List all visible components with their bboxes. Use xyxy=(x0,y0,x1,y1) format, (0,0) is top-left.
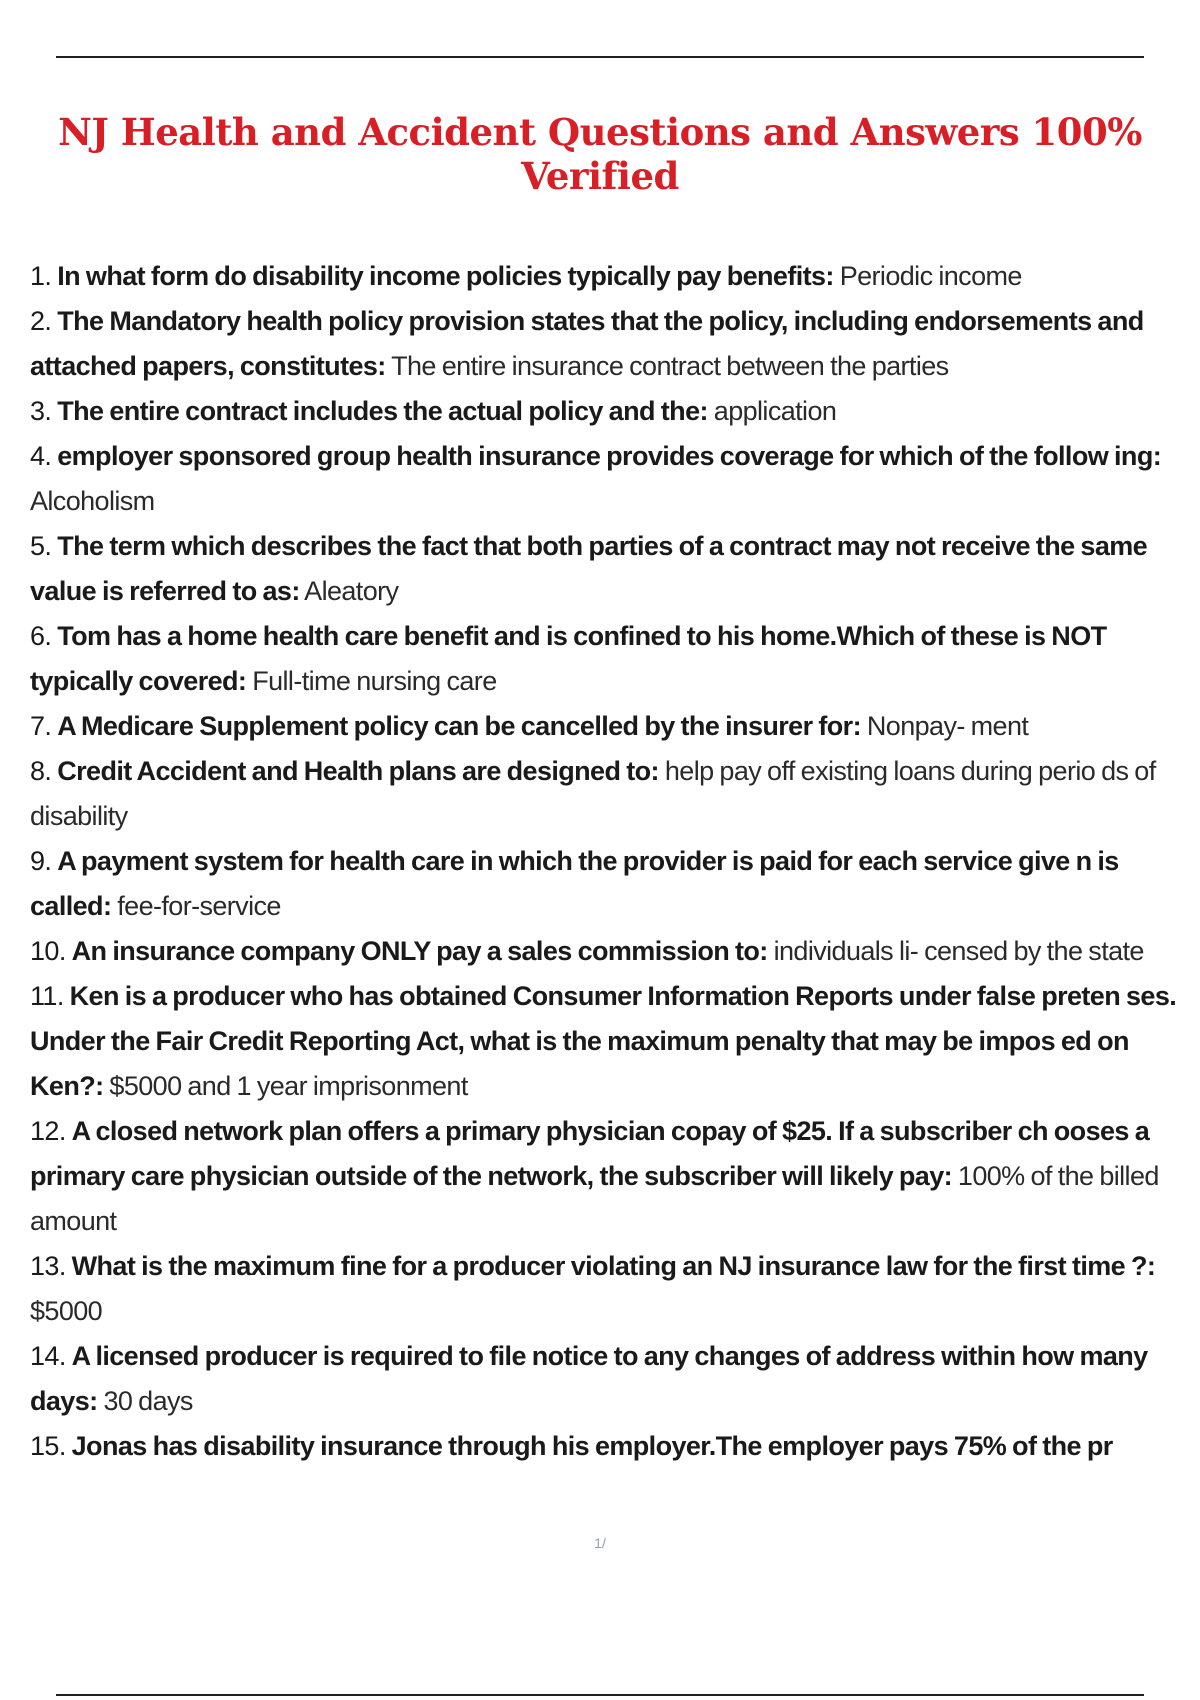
answer-text: Periodic income xyxy=(839,261,1022,291)
question-item xyxy=(30,704,1198,749)
answer-text: application xyxy=(713,396,837,426)
question-number: 2. xyxy=(30,306,52,336)
question-text: A closed network plan offers a primary physician copay of $25. If a subscriber ch ooses a primary care physician outside of the network, the subscriber will likely pay: xyxy=(30,1116,1150,1191)
question-number: 6. xyxy=(30,621,52,651)
question-text: Tom has a home health care benefit and is confined to his home.Which of these is NOT typically covered: xyxy=(30,621,1107,696)
question-item xyxy=(30,254,1198,299)
top-divider xyxy=(56,56,1144,58)
document-title: NJ Health and Accident Questions and Answers 100% Verified xyxy=(58,110,1142,198)
question-item xyxy=(30,1244,1198,1334)
question-item xyxy=(30,434,1198,524)
answer-text: Alcoholism xyxy=(30,486,155,516)
question-item xyxy=(30,929,1198,974)
question-list xyxy=(30,254,1198,1469)
question-number: 8. xyxy=(30,756,52,786)
question-item xyxy=(30,749,1198,839)
question-number: 9. xyxy=(30,846,52,876)
answer-text: Nonpay- ment xyxy=(866,711,1029,741)
answer-text: Full-time nursing care xyxy=(252,666,497,696)
answer-text: 100% of the billed amount xyxy=(30,1161,1159,1236)
question-number: 4. xyxy=(30,441,52,471)
question-item xyxy=(30,974,1198,1109)
question-number: 1. xyxy=(30,261,52,291)
question-number: 13. xyxy=(30,1251,66,1281)
answer-text: individuals li- censed by the state xyxy=(773,936,1144,966)
question-text: What is the maximum fine for a producer violating an NJ insurance law for the first time ?: xyxy=(71,1251,1156,1281)
answer-text: fee-for-service xyxy=(117,891,281,921)
question-item xyxy=(30,1109,1198,1244)
answer-text: help pay off existing loans during perio ds of disability xyxy=(30,756,1156,831)
answer-text: $5000 and 1 year imprisonment xyxy=(109,1071,468,1101)
question-text: Credit Accident and Health plans are designed to: xyxy=(57,756,659,786)
question-text: A licensed producer is required to file notice to any changes of address within how many days: xyxy=(30,1341,1148,1416)
page-number: 1/ xyxy=(594,1535,606,1551)
question-text: Jonas has disability insurance through his employer.The employer pays 75% of the pr xyxy=(71,1431,1113,1461)
question-text: The Mandatory health policy provision states that the policy, including endorsements and attached papers, constitutes: xyxy=(30,306,1144,381)
question-text: The entire contract includes the actual policy and the: xyxy=(57,396,708,426)
question-text: In what form do disability income policies typically pay benefits: xyxy=(57,261,834,291)
question-number: 3. xyxy=(30,396,52,426)
question-text: An insurance company ONLY pay a sales commission to: xyxy=(71,936,768,966)
question-item xyxy=(30,839,1198,929)
question-item xyxy=(30,389,1198,434)
question-item xyxy=(30,1334,1198,1424)
question-number: 15. xyxy=(30,1431,66,1461)
answer-text: $5000 xyxy=(30,1296,103,1326)
question-text: A payment system for health care in which the provider is paid for each service give n is called: xyxy=(30,846,1119,921)
question-number: 5. xyxy=(30,531,52,561)
question-number: 7. xyxy=(30,711,52,741)
question-number: 14. xyxy=(30,1341,66,1371)
question-text: The term which describes the fact that both parties of a contract may not receive the same value is referred to as: xyxy=(30,531,1148,606)
bottom-divider xyxy=(56,1694,1144,1696)
question-item xyxy=(30,524,1198,614)
question-text: Ken is a producer who has obtained Consumer Information Reports under false preten ses. Under the Fair Credit Reporting Act, what is the maximum penalty that may be impos ed on Ken?: xyxy=(30,981,1177,1101)
question-number: 12. xyxy=(30,1116,66,1146)
question-item xyxy=(30,1424,1198,1469)
question-number: 11. xyxy=(30,981,64,1011)
question-text: employer sponsored group health insurance provides coverage for which of the follow ing: xyxy=(57,441,1162,471)
question-item xyxy=(30,614,1198,704)
answer-text: 30 days xyxy=(103,1386,193,1416)
question-number: 10. xyxy=(30,936,66,966)
answer-text: Aleatory xyxy=(304,576,399,606)
question-item xyxy=(30,299,1198,389)
question-text: A Medicare Supplement policy can be cancelled by the insurer for: xyxy=(57,711,861,741)
answer-text: The entire insurance contract between the parties xyxy=(391,351,949,381)
